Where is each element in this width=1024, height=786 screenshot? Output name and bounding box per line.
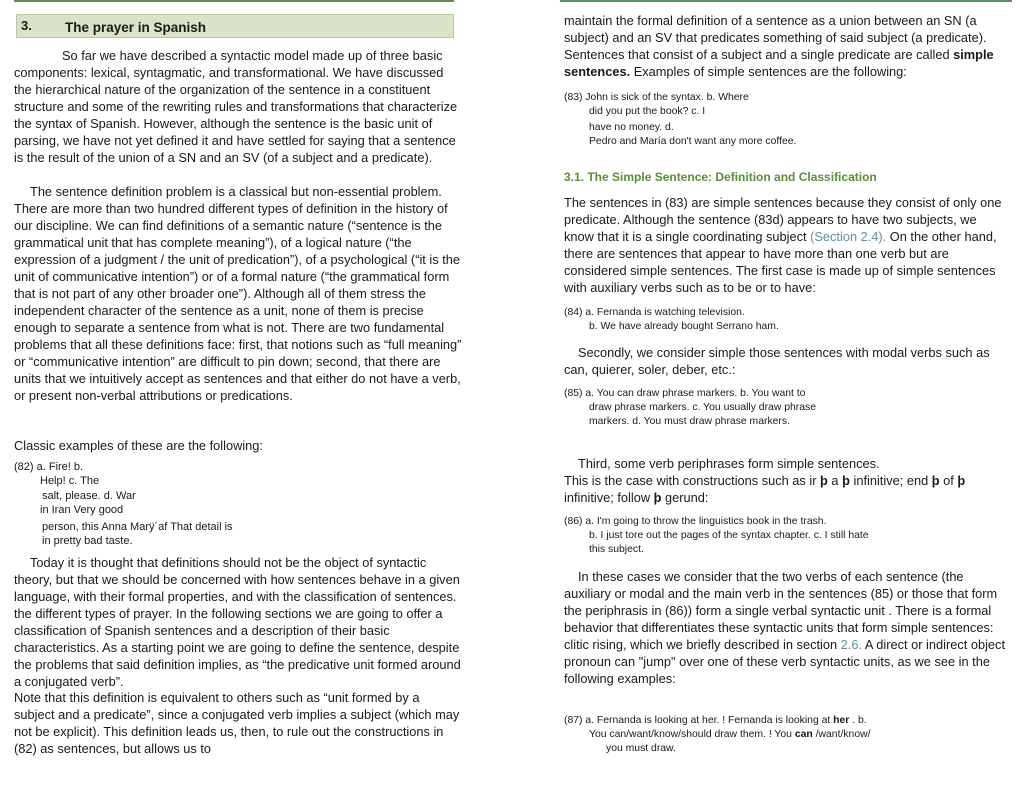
thorn-symbol: þ <box>653 490 662 505</box>
term-simple-sentences: simple sentences. <box>564 47 994 79</box>
example-85-line: draw phrase markers. c. You usually draw phrase <box>589 402 816 413</box>
paragraph-text: A direct or indirect object pronoun can "jump" over one of these verb syntactic units, as we see in the following examples: <box>564 637 1006 686</box>
thorn-symbol: þ <box>957 473 966 488</box>
example-bold: can <box>794 729 813 740</box>
paragraph-text: On the other hand, there are sentences that appear to have more than one verb but are considered simple sentences. The first case is made up of simple sentences with auxiliary verbs such as to be or to have: <box>564 229 997 295</box>
example-85 <box>564 387 1006 429</box>
subsection-heading: 3.1. The Simple Sentence: Definition and Classification <box>564 170 877 184</box>
example-86-line: b. I just tore out the pages of the syntax chapter. c. I still hate <box>589 530 869 541</box>
section-number: 3. <box>21 18 32 33</box>
paragraph-definition-equivalence: Note that this definition is equivalent to others such as “unit formed by a subject and a predicate”, since a conjugated verb implies a subject (which may not be explicit). This definition leads us, then, to rule out the constructions in (82) as sentences, but allows us to <box>14 690 460 756</box>
paragraph-line: Third, some verb periphrases form simple sentences. <box>578 456 880 471</box>
section-2-6-link[interactable]: 2.6. <box>840 637 863 652</box>
example-83 <box>564 91 1006 149</box>
thorn-symbol: þ <box>820 473 828 488</box>
example-86 <box>564 515 1006 557</box>
example-82-line: in pretty bad taste. <box>42 534 133 547</box>
thorn-symbol: þ <box>842 473 850 488</box>
example-82-line: person, this Anna Marÿ´af That detail is <box>42 521 233 533</box>
example-82-line: in Iran Very good <box>40 503 124 516</box>
thorn-symbol: þ <box>931 473 940 488</box>
paragraph-modal-verbs: Secondly, we consider simple those sentences with modal verbs such as can, quierer, soler, deber, etc.: <box>564 345 990 377</box>
example-text: /want/know/ <box>812 729 871 740</box>
example-bold: her <box>833 715 850 726</box>
paragraph-syntactic-theory: Today it is thought that definitions should not be the object of syntactic theory, but that we should be concerned with how sentences behave in a given language, with their formal properties, and with the classification of sentences. the different types of prayer. In the following sections we are going to offer a classification of Spanish sentences and a description of their basic characteristics. As a starting point we are going to define the sentence, despite the problems that said definition implies, as “the predicative unit formed around a conjugated verb”. <box>14 555 461 689</box>
paragraph-text: Examples of simple sentences are the following: <box>630 64 907 79</box>
paragraph-text: gerund: <box>661 490 709 505</box>
example-83-line: have no money. d. <box>589 122 674 133</box>
paragraph-text: This is the case with constructions such as ir <box>564 473 821 488</box>
section-2-4-link[interactable]: (Section 2.4). <box>810 229 887 244</box>
example-87-line <box>564 714 1006 728</box>
example-82-line: salt, please. d. War <box>42 490 136 502</box>
paragraph-text: infinitive; end <box>849 473 932 488</box>
paragraph-text: maintain the formal definition of a sentence as a union between an SN (a subject) and an SV that predicates something of said subject (a predicate). Sentences that consist of a subject and a single predicate are called <box>564 13 987 62</box>
section-heading <box>16 14 454 38</box>
example-87-line: you must draw. <box>606 743 676 754</box>
example-82 <box>14 461 462 548</box>
example-text: . b. <box>849 715 867 726</box>
example-text: You can/want/know/should draw them. ! You <box>589 729 795 740</box>
paragraph-text: The sentences in (83) are simple sentences because they consist of only one predicate. Although the sentence (83d) appears to have two subjects, we know that it is a single coordinating subject <box>564 195 1002 244</box>
paragraph-line <box>564 472 1006 489</box>
example-86-line: this subject. <box>589 544 644 555</box>
example-87 <box>564 714 1006 756</box>
paragraph-text: a <box>827 473 843 488</box>
example-84-line: (84) a. Fernanda is watching television. <box>564 307 745 318</box>
example-87-line <box>564 728 1006 742</box>
paragraph-definitions-intro: So far we have described a syntactic model made up of three basic components: lexical, syntagmatic, and transformational. We have discussed the hierarchical nature of the organization of the sentence in a constituent structure and some of the rewriting rules and transformations that characterize the syntax of Spanish. However, although the sentence is the basic unit of parsing, we have not yet defined it and have settled for saying that a sentence is the result of the union of a SN and an SV (of a subject and a predicate). <box>14 48 458 165</box>
example-text: (87) a. Fernanda is looking at her. ! Fernanda is looking at <box>564 715 834 726</box>
paragraph-text: of <box>939 473 958 488</box>
paragraph-text: In these cases we consider that the two verbs of each sentence (the auxiliary or modal and the main verb in the sentences (85) or those that form the periphrasis in (86)) form a single verbal syntactic unit . There is a formal behavior that differentiates these syntactic units that form simple sentences: clitic rising, which we briefly described in section <box>564 569 998 652</box>
example-84-line: b. We have already bought Serrano ham. <box>589 321 779 332</box>
example-83-line: did you put the book? c. I <box>589 106 706 117</box>
paragraph-definition-problem: The sentence definition problem is a classical but non-essential problem. There are more than two hundred different types of definition in the history of our discipline. We can find definitions of a semantic nature (“sentence is the grammatical unit that has complete meaning”), of a logical nature (“the expression of a judgment / the unit of predication”), of a psychological (“it is the unit of communicative intention”) or of a formal nature (“the grammatical form that is not part of any other broader one”). Although all of them stress the independent character of the sentence as a unit, none of them is precise enough to separate a sentence from what is not. There are two fundamental problems that all these definitions face: first, that notions such as “full meaning” or “communicative intention” are difficult to pin down; second, that there are units that we intuitively accept as sentences and that either do not have a verb, or present non-verbal attributions or predications. <box>14 184 462 403</box>
example-83-line: Pedro and María don't want any more coffee. <box>589 136 797 147</box>
example-82-line: (82) a. Fire! b. <box>14 461 84 473</box>
example-86-line: (86) a. I'm going to throw the linguistics book in the trash. <box>564 516 827 527</box>
paragraph-formal-definition <box>564 12 1006 80</box>
example-82-line: Help! c. The <box>40 474 100 487</box>
paragraph-line <box>564 489 1006 506</box>
paragraph-text: infinitive; follow <box>564 490 654 505</box>
section-title: The prayer in Spanish <box>65 20 207 35</box>
paragraph-clitic-rising <box>564 568 1006 687</box>
example-84 <box>564 306 1006 334</box>
paragraph-verb-periphrases <box>564 455 1006 506</box>
paragraph-classic-examples: Classic examples of these are the following: <box>14 438 263 453</box>
left-top-rule <box>14 0 454 2</box>
example-85-line: (85) a. You can draw phrase markers. b. You want to <box>564 388 806 399</box>
example-85-line: markers. d. You must draw phrase markers. <box>589 416 790 427</box>
paragraph-simple-sentences <box>564 194 1006 296</box>
right-top-rule <box>560 0 1012 2</box>
example-83-line: (83) John is sick of the syntax. b. Where <box>564 92 749 103</box>
